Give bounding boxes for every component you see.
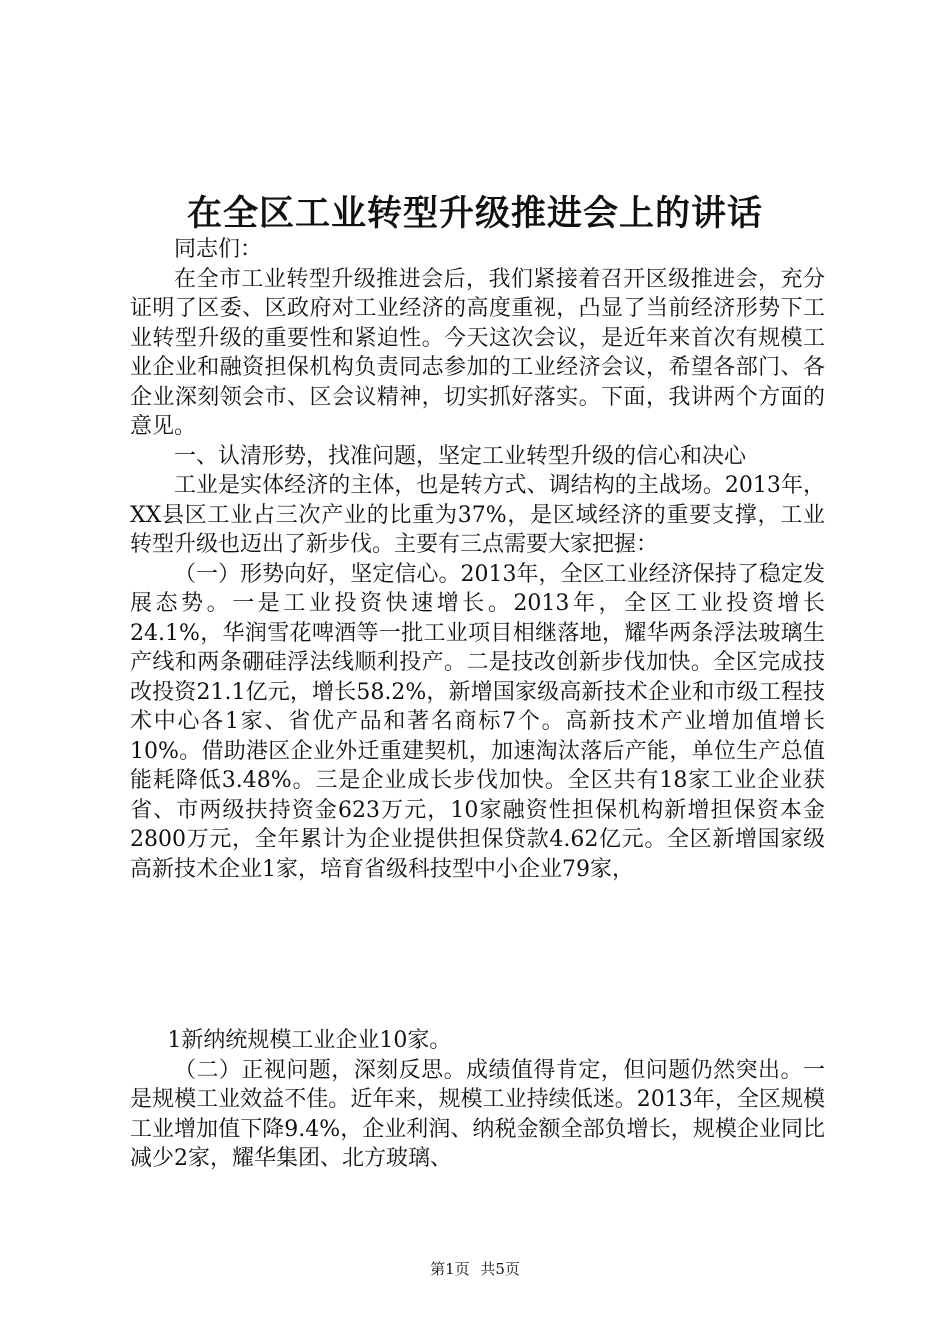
body-section-1 [130,235,825,884]
page-footer [0,1258,950,1279]
salutation: 同志们： [174,237,263,262]
page-total: 共5页 [480,1260,520,1278]
body-section-2 [130,1026,825,1174]
paragraph: 工业是实体经济的主体，也是转方式、调结构的主战场。2013年，XX县区工业占三次产业的比重为37%，是区域经济的重要支撑，工业转型升级也迈出了新步伐。主要有三点需要大家把握： [130,473,825,557]
page-number: 第1页 [430,1260,470,1278]
paragraph-continuation: 1新纳统规模工业企业10家。 [167,1028,452,1053]
paragraph: （一）形势向好，坚定信心。2013年，全区工业经济保持了稳定发展态势。一是工业投资快速增长。2013年，全区工业投资增长24.1%，华润雪花啤酒等一批工业项目相继落地，耀华两条浮法玻璃生产线和两条硼硅浮法线顺利投产。二是技改创新步伐加快。全区完成技改投资21.1亿元，增长58.2%，新增国家级高新技术企业和市级工程技术中心各1家、省优产品和著名商标7个。高新技术产业增加值增长10%。借助港区企业外迁重建契机，加速淘汰落后产能，单位生产总值能耗降低3.48%。三是企业成长步伐加快。全区共有18家工业企业获省、市两级扶持资金623万元，10家融资性担保机构新增担保资本金2800万元，全年累计为企业提供担保贷款4.62亿元。全区新增国家级高新技术企业1家，培育省级科技型中小企业79家， [130,561,825,882]
paragraph: （二）正视问题，深刻反思。成绩值得肯定，但问题仍然突出。一是规模工业效益不佳。近年来，规模工业持续低迷。2013年，全区规模工业增加值下降9.4%，企业利润、纳税金额全部负增长，规模企业同比减少2家，耀华集团、北方玻璃、 [130,1057,825,1171]
document-title: 在全区工业转型升级推进会上的讲话 [186,194,763,234]
paragraph: 在全市工业转型升级推进会后，我们紧接着召开区级推进会，充分证明了区委、区政府对工业经济的高度重视，凸显了当前经济形势下工业转型升级的重要性和紧迫性。今天这次会议，是近年来首次有规模工业企业和融资担保机构负责同志参加的工业经济会议，希望各部门、各企业深刻领会市、区会议精神，切实抓好落实。下面，我讲两个方面的意见。 [130,266,825,439]
section-heading: 一、认清形势，找准问题，坚定工业转型升级的信心和决心 [174,443,747,469]
